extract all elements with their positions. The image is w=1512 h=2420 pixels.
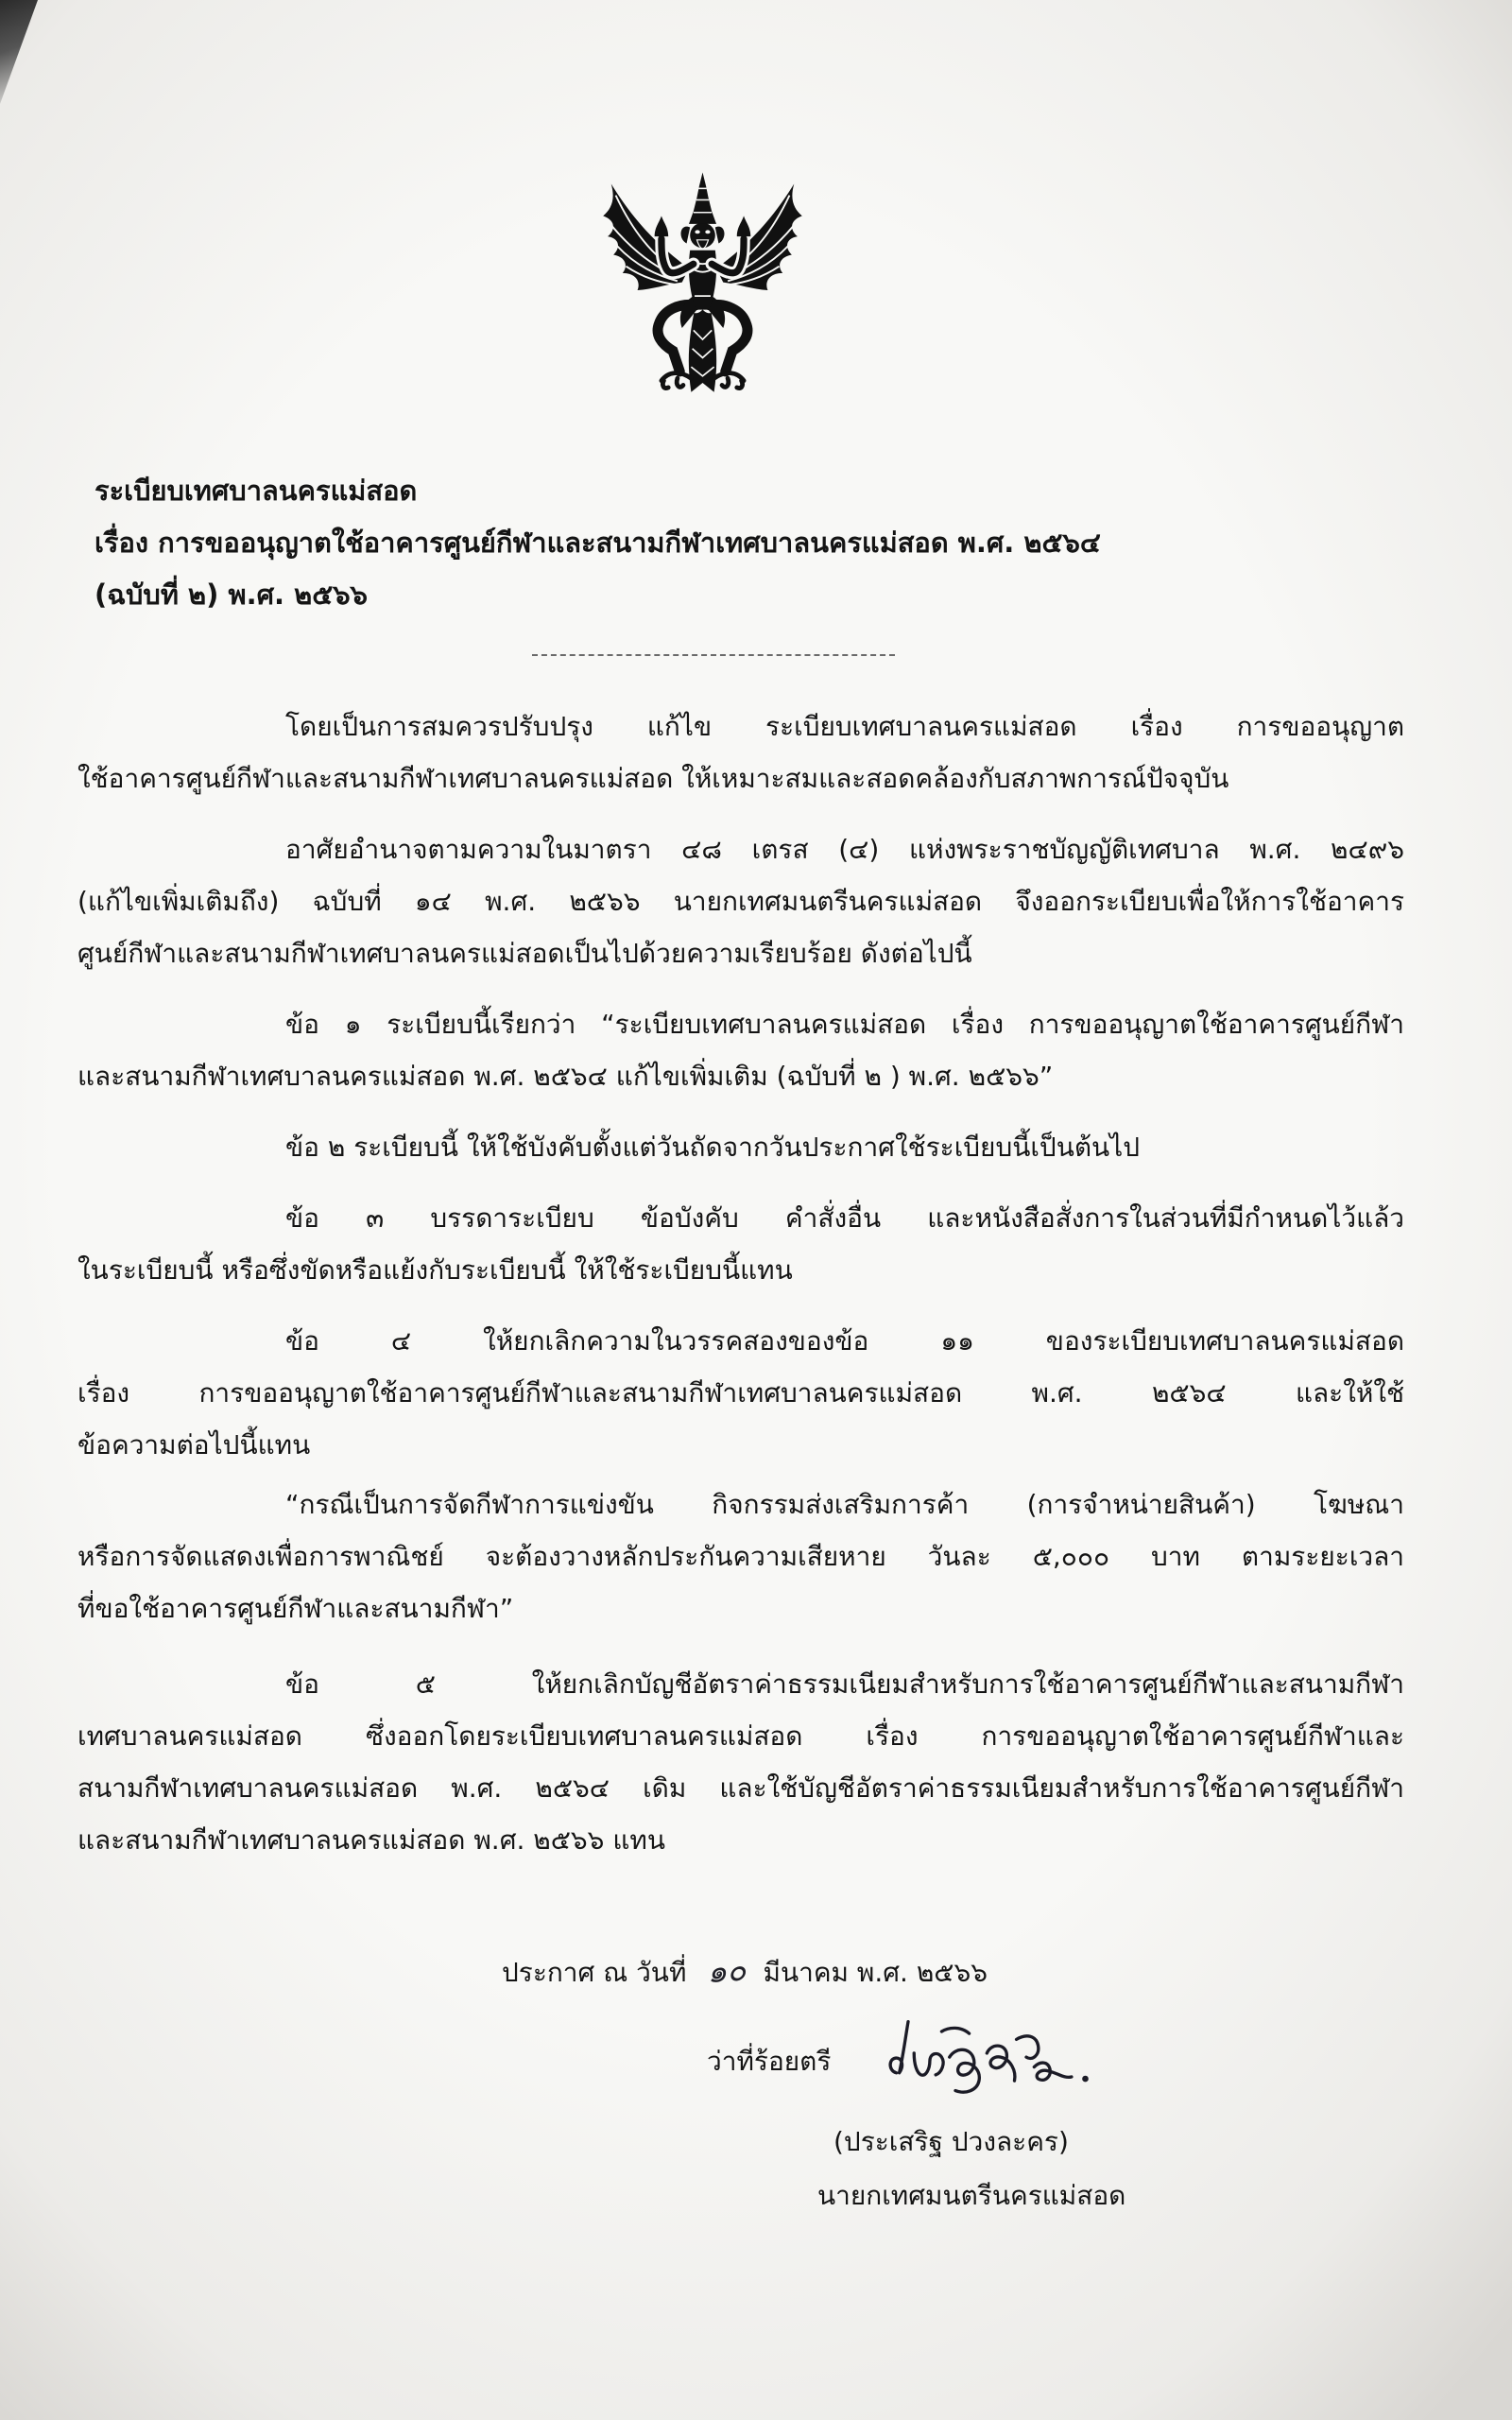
handwritten-day: ๑๐ (706, 1950, 747, 1991)
text-line: และสนามกีฬาเทศบาลนครแม่สอด พ.ศ. ๒๕๖๖ แทน (77, 1824, 666, 1856)
paragraph-clause-2 (77, 1121, 1404, 1173)
text-line: ข้อ ๓ บรรดาระเบียบ ข้อบังคับ คำสั่งอื่น และหนังสือสั่งการในส่วนที่มีกำหนดไว้แล้ว (285, 1202, 1404, 1234)
paragraph-clause-4-quoted-text (77, 1478, 1404, 1634)
title-line-regulation: ระเบียบเทศบาลนครแม่สอด (94, 475, 418, 507)
title-line-edition: (ฉบับที่ ๒) พ.ศ. ๒๕๖๖ (94, 579, 369, 611)
handwritten-signature (885, 2010, 1121, 2099)
signer-rank: ว่าที่ร้อยตรี (707, 2046, 832, 2077)
document-body (77, 700, 1404, 1866)
text-line: สนามกีฬาเทศบาลนครแม่สอด พ.ศ. ๒๕๖๔ เดิม และใช้บัญชีอัตราค่าธรรมเนียมสำหรับการใช้อาคารศูนย์กีฬา (77, 1772, 1404, 1804)
text-line: (แก้ไขเพิ่มเติมถึง) ฉบับที่ ๑๔ พ.ศ. ๒๕๖๖ นายกเทศมนตรีนครแม่สอด จึงออกระเบียบเพื่อให้การใช้อาคาร (77, 886, 1404, 917)
text-line: ข้อ ๑ ระเบียบนี้เรียกว่า “ระเบียบเทศบาลนครแม่สอด เรื่อง การขออนุญาตใช้อาคารศูนย์กีฬา (285, 1009, 1404, 1040)
text-line: ที่ขอใช้อาคารศูนย์กีฬาและสนามกีฬา” (77, 1593, 514, 1624)
text-line: โดยเป็นการสมควรปรับปรุง แก้ไข ระเบียบเทศบาลนครแม่สอด เรื่อง การขออนุญาต (285, 711, 1404, 742)
document-title (94, 465, 1295, 621)
text-line: เทศบาลนครแม่สอด ซึ่งออกโดยระเบียบเทศบาลนครแม่สอด เรื่อง การขออนุญาตใช้อาคารศูนย์กีฬาและ (77, 1720, 1404, 1752)
text-line: ข้อ ๕ ให้ยกเลิกบัญชีอัตราค่าธรรมเนียมสำหรับการใช้อาคารศูนย์กีฬาและสนามกีฬา (285, 1668, 1404, 1700)
text-line: เรื่อง การขออนุญาตใช้อาคารศูนย์กีฬาและสนามกีฬาเทศบาลนครแม่สอด พ.ศ. ๒๕๖๔ และให้ใช้ (77, 1377, 1404, 1409)
emblem-crown (689, 172, 716, 223)
text-line: อาศัยอำนาจตามความในมาตรา ๔๘ เตรส (๔) แห่งพระราชบัญญัติเทศบาล พ.ศ. ๒๔๙๖ (285, 834, 1404, 865)
text-line: ข้อความต่อไปนี้แทน (77, 1429, 311, 1461)
signer-title: นายกเทศมนตรีนครแม่สอด (817, 2180, 1126, 2211)
announcement-date (502, 1945, 988, 1998)
date-suffix: มีนาคม พ.ศ. ๒๕๖๖ (763, 1957, 988, 1988)
text-line: และสนามกีฬาเทศบาลนครแม่สอด พ.ศ. ๒๕๖๔ แก้ไขเพิ่มเติม (ฉบับที่ ๒ ) พ.ศ. ๒๕๖๖” (77, 1061, 1054, 1092)
title-line-subject: เรื่อง การขออนุญาตใช้อาคารศูนย์กีฬาและสนามกีฬาเทศบาลนครแม่สอด พ.ศ. ๒๕๖๔ (94, 527, 1101, 559)
text-line: หรือการจัดแสดงเพื่อการพาณิชย์ จะต้องวางหลักประกันความเสียหาย วันละ ๕,๐๐๐ บาท ตามระยะเวลา (77, 1541, 1404, 1572)
paragraph-clause-5 (77, 1658, 1404, 1866)
page-corner-shadow (0, 0, 38, 104)
signer-name: (ประเสริฐ ปวงละคร) (833, 2126, 1069, 2157)
text-line: ข้อ ๒ ระเบียบนี้ ให้ใช้บังคับตั้งแต่วันถัดจากวันประกาศใช้ระเบียบนี้เป็นต้นไป (285, 1132, 1141, 1163)
paragraph-preamble (77, 700, 1404, 804)
paragraph-clause-3 (77, 1192, 1404, 1296)
text-line: ข้อ ๔ ให้ยกเลิกความในวรรคสองของข้อ ๑๑ ของระเบียบเทศบาลนครแม่สอด (285, 1325, 1404, 1357)
text-line: “กรณีเป็นการจัดกีฬาการแข่งขัน กิจกรรมส่งเสริมการค้า (การจำหน่ายสินค้า) โฆษณา (285, 1489, 1404, 1520)
paragraph-authority (77, 823, 1404, 979)
text-line: ใช้อาคารศูนย์กีฬาและสนามกีฬาเทศบาลนครแม่สอด ให้เหมาะสมและสอดคล้องกับสภาพการณ์ปัจจุบัน (77, 763, 1229, 794)
paragraph-clause-4 (77, 1315, 1404, 1471)
text-line: ศูนย์กีฬาและสนามกีฬาเทศบาลนครแม่สอดเป็นไปด้วยความเรียบร้อย ดังต่อไปนี้ (77, 938, 972, 969)
text-line: ในระเบียบนี้ หรือซึ่งขัดหรือแย้งกับระเบียบนี้ ให้ใช้ระเบียบนี้แทน (77, 1254, 793, 1286)
date-prefix: ประกาศ ณ วันที่ (502, 1957, 687, 1988)
title-separator (532, 654, 895, 656)
paragraph-clause-1 (77, 998, 1404, 1102)
garuda-emblem (587, 170, 818, 399)
